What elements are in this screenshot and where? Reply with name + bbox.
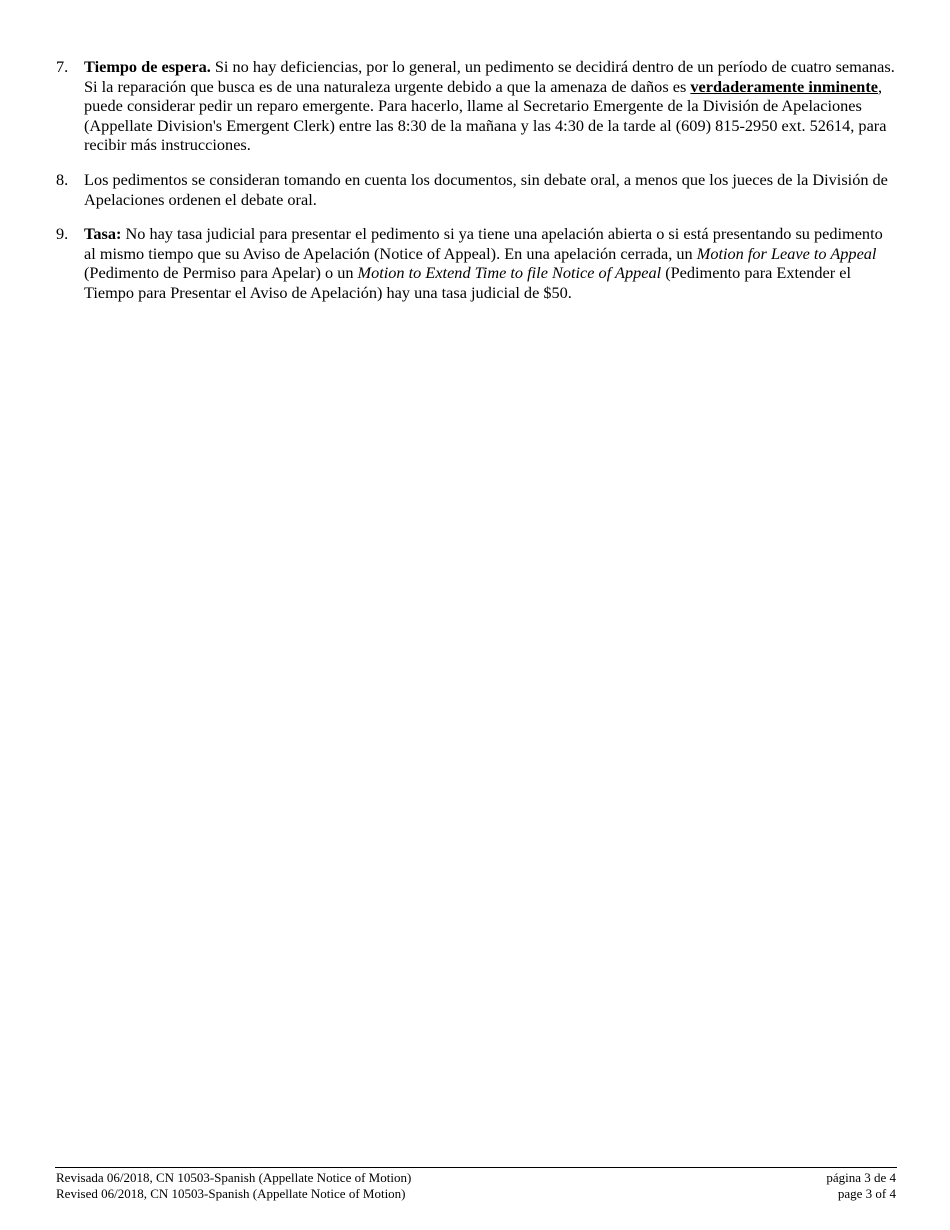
item-number: 9. [56, 224, 69, 244]
item-heading: Tasa: [84, 224, 122, 244]
item-heading: Tiempo de espera. [84, 57, 211, 76]
list-item-9 [56, 224, 896, 302]
item-text: (Pedimento de Permiso para Apelar) o un [84, 263, 358, 283]
item-text: Si no hay deficiencias, por lo general, un pedimento se decidirá dentro de un período de cuatro semanas. Si la reparación que busca es de una naturaleza urgente debido a que la amenaza de daños es [84, 57, 895, 96]
footer-page-number-english: page 3 of 4 [837, 1185, 896, 1201]
page-footer [56, 1170, 896, 1201]
item-text: (Pedimento para Extender el Tiempo para Presentar el Aviso de Apelación) hay una tasa judicial de $50. [84, 263, 851, 302]
document-body [56, 57, 896, 318]
footer-row-english [56, 1186, 896, 1202]
footer-revision-spanish: Revisada 06/2018, CN 10503-Spanish (Appellate Notice of Motion) [56, 1170, 412, 1185]
item-number: 7. [56, 57, 69, 76]
emphasis-text: verdaderamente inminente [690, 76, 879, 96]
footer-row-spanish [56, 1170, 896, 1186]
footer-revision-english: Revised 06/2018, CN 10503-Spanish (Appellate Notice of Motion) [56, 1185, 406, 1201]
item-text: , puede considerar pedir un reparo emergente. Para hacerlo, llame al Secretario Emergente de la División de Apelaciones (Appellate Division's Emergent Clerk) entre las 8:30 de la mañana y las 4:30 de la tarde al (609) 815-2950 ext. 52614, para recibir más instrucciones. [84, 76, 887, 155]
list-item-8 [56, 170, 896, 209]
item-number: 8. [56, 169, 69, 189]
item-text: Los pedimentos se consideran tomando en cuenta los documentos, sin debate oral, a menos que los jueces de la División de Apelaciones ordenen el debate oral. [84, 169, 888, 209]
motion-title: Motion to Extend Time to file Notice of Appeal [357, 263, 662, 283]
footer-divider [55, 1167, 897, 1168]
item-text: No hay tasa judicial para presentar el pedimento si ya tiene una apelación abierta o si está presentando su pedimento al mismo tiempo que su Aviso de Apelación (Notice of Appeal). En una apelación cerrada, un [84, 224, 883, 263]
motion-title: Motion for Leave to Appeal [696, 243, 877, 263]
footer-page-number-spanish: página 3 de 4 [826, 1170, 896, 1185]
list-item-7 [56, 57, 896, 155]
